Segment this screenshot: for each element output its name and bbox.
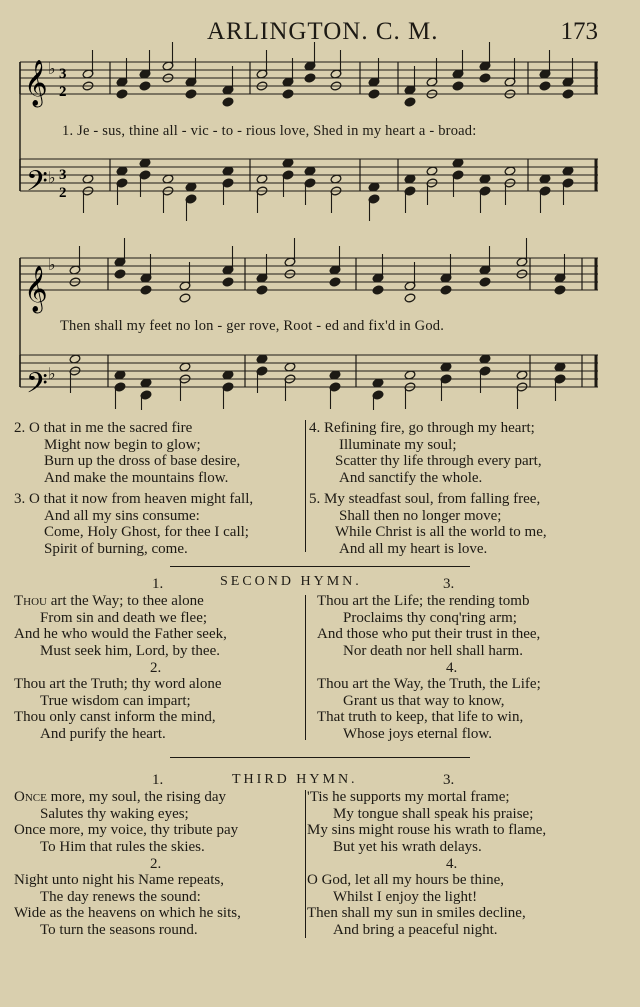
stanza-number: 3. (443, 772, 455, 788)
verse-line: Thou art the Way, the Truth, the Life; (317, 676, 541, 692)
verse-line: Spirit of burning, come. (44, 540, 188, 557)
note-head (179, 293, 191, 303)
page-number: 173 (560, 18, 598, 45)
column-divider (305, 420, 306, 552)
note-head (479, 73, 491, 83)
note-head (256, 285, 268, 295)
treble-clef-icon: 𝄞 (24, 60, 48, 106)
verse-line: art the Way; to thee alone (47, 593, 204, 609)
dropcap-word: Thou (14, 593, 47, 609)
time-signature-bottom: 2 (59, 84, 67, 100)
note-head (372, 285, 384, 295)
flat-icon: ♭ (48, 255, 56, 274)
verse-line: And bring a peaceful night. (333, 921, 498, 938)
stanza-number: 1. (152, 576, 164, 592)
bass-clef-icon: 𝄢 (26, 367, 48, 407)
verse-line: Wide as the heavens on which he sits, (14, 905, 241, 921)
verse-line: Then shall my sun in smiles decline, (307, 905, 526, 921)
stanza-number: 1. (152, 772, 164, 788)
arlington-right-column (309, 420, 542, 486)
staff (20, 258, 598, 290)
verse-line: Burn up the dross of base desire, (44, 453, 241, 469)
note-head (185, 89, 197, 99)
verse-line: Scatter thy life through every part, (335, 453, 542, 469)
note-head (562, 89, 574, 99)
flat-icon: ♭ (48, 364, 56, 383)
note-head (440, 285, 452, 295)
tune-title: ARLINGTON. C. M. (207, 18, 439, 45)
staff-lines (20, 62, 598, 387)
verse-line: Once more, my voice, thy tribute pay (14, 822, 239, 838)
verse-line: While Christ is all the world to me, (335, 524, 547, 540)
stanza-number: 2. (150, 660, 162, 676)
note-head (368, 89, 380, 99)
verse-line: Night unto night his Name repeats, (14, 872, 224, 888)
stanza-number: 4. (446, 856, 458, 872)
verse-line: Whose joys eternal flow. (343, 725, 492, 742)
verse-line: Come, Holy Ghost, for thee I call; (44, 524, 249, 540)
verse-line: Thou art the Life; the rending tomb (317, 593, 530, 609)
dropcap-word: Once (14, 789, 47, 805)
verse-line: Must seek him, Lord, by thee. (40, 642, 220, 659)
note-head (114, 269, 126, 279)
verse-line: And sanctify the whole. (339, 469, 483, 486)
verse-line: And all my heart is love. (339, 540, 488, 557)
verse-line: To turn the seasons round. (40, 921, 198, 938)
verse-line: 'Tis he supports my mortal frame; (307, 789, 510, 805)
verse-line: My tongue shall speak his praise; (333, 805, 534, 822)
verse-line: 5. My steadfast soul, from falling free, (309, 491, 541, 507)
time-signature-top: 3 (59, 66, 67, 82)
flat-icon: ♭ (48, 59, 56, 78)
verse-line: 3. O that it now from heaven might fall, (14, 491, 254, 507)
note-head (116, 89, 128, 99)
second-hymn-stanza-3 (317, 593, 540, 659)
note-head (304, 73, 316, 83)
second-hymn-stanza-2 (14, 676, 221, 742)
note-head (222, 97, 234, 107)
arlington-left-column-2 (14, 491, 253, 557)
verse-line: And he who would the Father seek, (14, 626, 227, 642)
flat-icon: ♭ (48, 168, 56, 187)
note-head (554, 285, 566, 295)
verse-line: Thou only canst inform the mind, (14, 709, 216, 725)
verse-line: And purify the heart. (40, 725, 166, 742)
note-head (404, 293, 416, 303)
verse-line: O God, let all my hours be thine, (307, 872, 505, 888)
note-head (452, 81, 464, 91)
verse-line: From sin and death we flee; (40, 609, 208, 626)
verse-line: True wisdom can impart; (40, 692, 191, 709)
note-head (539, 81, 551, 91)
time-signature-top: 3 (59, 167, 67, 183)
staff (20, 355, 598, 387)
note-head (222, 277, 234, 287)
note-head (404, 97, 416, 107)
music-score (0, 0, 640, 410)
verse-line: more, my soul, the rising day (46, 789, 226, 805)
verse-line: Proclaims thy conq'ring arm; (343, 609, 517, 626)
third-hymn-stanza-4 (307, 872, 526, 938)
note-head (282, 89, 294, 99)
second-hymn-title: SECOND HYMN. (220, 574, 362, 589)
second-hymn-stanza-4 (317, 676, 541, 742)
bass-clef-icon: 𝄢 (26, 165, 48, 205)
stanza-number: 2. (150, 856, 162, 872)
lyrics-line-1: 1. Je - sus, thine all - vic - to - rious love, Shed in my heart a - broad: (62, 123, 477, 139)
lyrics-line-2: Then shall my feet no lon - ger rove, Root - ed and fix'd in God. (60, 318, 445, 334)
note-head (140, 285, 152, 295)
second-hymn-stanza-1 (14, 593, 227, 659)
verse-line: 2. O that in me the sacred fire (14, 420, 193, 436)
verse-line: But yet his wrath delays. (333, 838, 482, 855)
verse-line: My sins might rouse his wrath to flame, (307, 822, 547, 838)
stanza-number: 4. (446, 660, 458, 676)
column-divider (305, 595, 306, 740)
arlington-left-column (14, 420, 240, 486)
column-divider (305, 790, 306, 938)
arlington-right-column-2 (309, 491, 547, 557)
third-hymn-title: THIRD HYMN. (232, 772, 358, 787)
verse-line: Might now begin to glow; (44, 436, 201, 453)
stanza-number: 3. (443, 576, 455, 592)
note-head (479, 277, 491, 287)
note-head (139, 81, 151, 91)
section-rule (170, 757, 470, 758)
verse-line: Grant us that way to know, (343, 692, 505, 709)
third-hymn-stanza-3 (307, 789, 546, 855)
verse-line: The day renews the sound: (40, 888, 201, 905)
verse-line: Nor death nor hell shall harm. (343, 642, 523, 659)
verse-line: Illuminate my soul; (339, 436, 457, 453)
verse-line: Whilst I enjoy the light! (333, 888, 478, 905)
section-rule (170, 566, 470, 567)
third-hymn-stanza-1 (14, 789, 238, 855)
third-hymn-stanza-2 (14, 872, 241, 938)
verse-line: That truth to keep, that life to win, (317, 709, 524, 725)
treble-clef-icon: 𝄞 (24, 266, 48, 312)
verse-line: To Him that rules the skies. (40, 838, 205, 855)
verse-line: Shall then no longer move; (339, 507, 502, 524)
verse-line: And all my sins consume: (44, 507, 200, 524)
verse-line: And make the mountains flow. (44, 469, 229, 486)
verse-line: And those who put their trust in thee, (317, 626, 541, 642)
verse-line: 4. Refining fire, go through my heart; (309, 420, 535, 436)
note-head (329, 277, 341, 287)
verse-line: Thou art the Truth; thy word alone (14, 676, 222, 692)
time-signature-bottom: 2 (59, 185, 67, 201)
verse-line: Salutes thy waking eyes; (40, 805, 189, 822)
